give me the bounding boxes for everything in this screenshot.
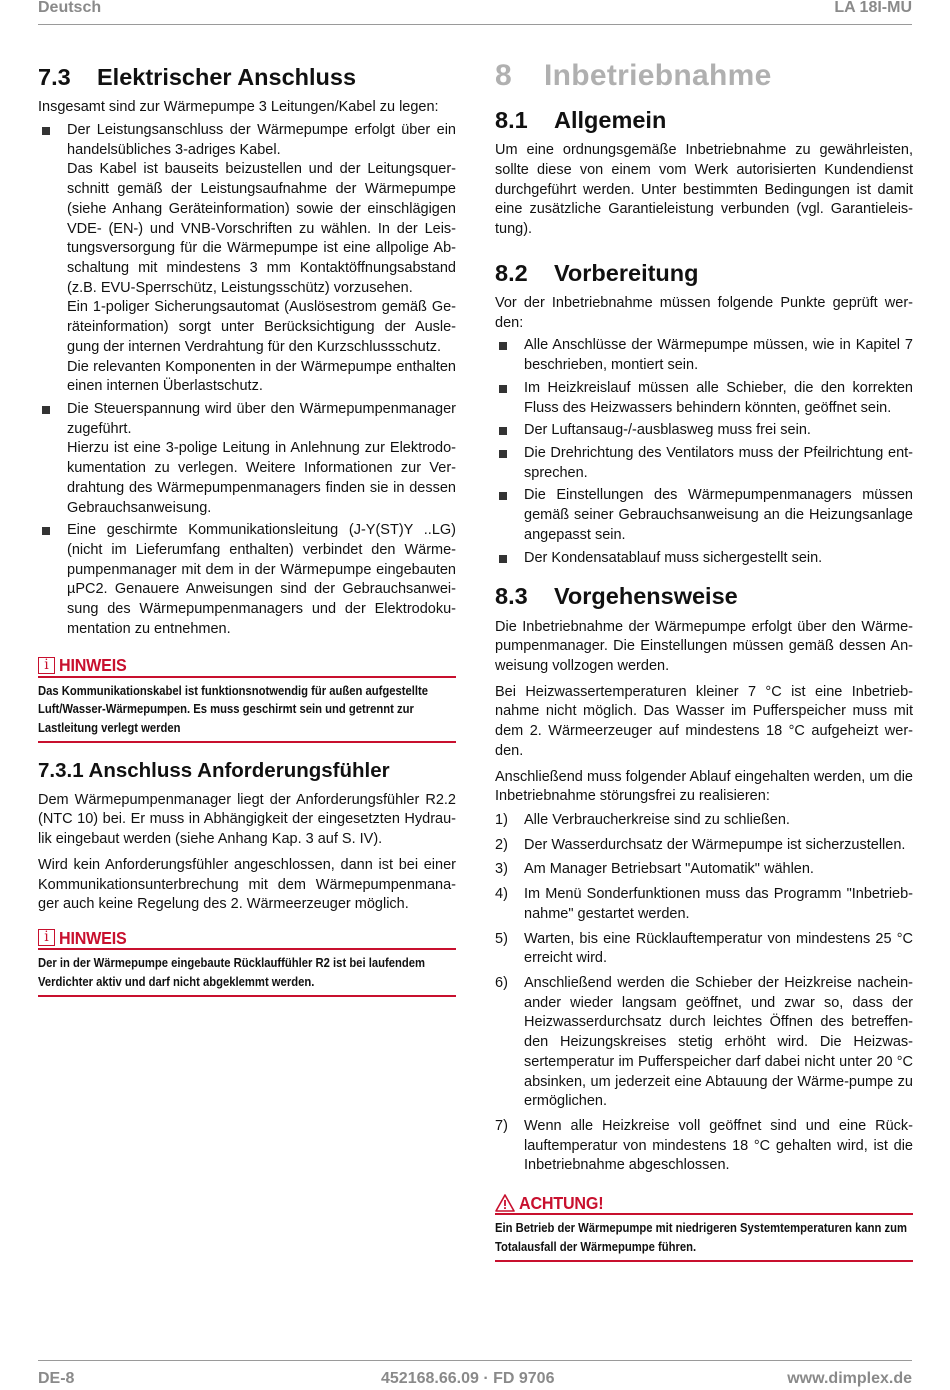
step-item [495, 885, 913, 924]
section-title: Vorgehensweise [554, 583, 738, 610]
paragraph: Der Leistungsanschluss der Wärmepumpe erfolgt über ein handelsübliches 3-adriges Kabel. [67, 121, 456, 158]
list-item-control-voltage [38, 400, 456, 518]
step-number: 3) [495, 861, 508, 878]
list-item: Der Kondensatablauf muss sichergestellt sein. [495, 549, 913, 569]
list-item-power-cable [38, 121, 456, 397]
step-text: Alle Verbraucherkreise sind zu schließen. [524, 811, 790, 828]
list-item: Der Luftansaug-/-ausblasweg muss frei sein. [495, 421, 913, 441]
section-7-3-heading [38, 63, 456, 91]
section-number: 7.3 [38, 64, 71, 90]
warning-header [495, 1194, 913, 1215]
cable-list [38, 121, 456, 640]
step-text: Der Wasserdurchsatz der Wärmepumpe ist sicherzustellen. [524, 836, 906, 853]
right-column [495, 58, 913, 1262]
notice-box-return-sensor [38, 929, 456, 997]
section-number: 8.1 [495, 107, 528, 133]
warning-title: ACHTUNG! [519, 1192, 604, 1213]
step-item [495, 1117, 913, 1176]
step-item [495, 811, 913, 831]
step-number: 2) [495, 836, 508, 853]
procedure-steps [495, 811, 913, 1176]
paragraph: Anschließend muss folgender Ablauf eingehalten werden, um die Inbetriebnahme störungsfrei zu realisieren: [495, 768, 913, 805]
chapter-8-heading [495, 58, 913, 94]
paragraph: Dem Wärmepumpenmanager liegt der Anforderungsfühler R2.2 (NTC 10) bei. Er muss in Abhängigkeit der eingesetzten Hydrau-lik eingebaut werden (siehe Anhang Kap. 3 auf S. IV). [38, 791, 456, 848]
notice-title: HINWEIS [59, 927, 127, 948]
paragraph: Wird kein Anforderungsfühler angeschlossen, dann ist bei einer Kommunikationsunterbrechung mit dem Wärmepumpenmana-ger auch keine Regelung des 2. Wärmeerzeuger möglich. [38, 856, 456, 913]
step-number: 7) [495, 1118, 508, 1135]
notice-header [38, 929, 456, 950]
step-number: 1) [495, 811, 508, 828]
notice-header [38, 657, 456, 678]
list-item-communication-cable [38, 521, 456, 639]
step-text: Warten, bis eine Rücklauftemperatur von mindestens 25 °C erreicht wird. [524, 930, 913, 967]
section-8-3-heading [495, 582, 913, 610]
section-number: 8.3 [495, 583, 528, 610]
preparation-list [495, 336, 913, 568]
paragraph: Hierzu ist eine 3-polige Leitung in Anlehnung zur Elektrodo-kumentation zu verlegen. Weitere Informationen zur Ver-drahtung des Wärmepumpenmanagers finden sie in dessen Gebrauchsanweisung. [67, 440, 456, 516]
chapter-number: 8 [495, 59, 512, 92]
section-7-3-1-heading: 7.3.1 Anschluss Anforderungsfühler [38, 759, 390, 783]
step-text: Im Menü Sonderfunktionen muss das Programm "Inbetrieb-nahme" gestartet werden. [524, 886, 913, 922]
step-text: Wenn alle Heizkreise voll geöffnet sind und eine Rück-lauftemperatur von mindestens 18 °C gehalten wird, ist die Inbetriebnahme abgeschlossen. [524, 1118, 913, 1174]
info-icon: i [38, 657, 55, 674]
list-item: Alle Anschlüsse der Wärmepumpe müssen, wie in Kapitel 7 beschrieben, montiert sein. [495, 336, 913, 375]
step-number: 5) [495, 930, 508, 947]
paragraph: Vor der Inbetriebnahme müssen folgende Punkte geprüft wer-den: [495, 294, 913, 331]
left-column [38, 58, 456, 997]
list-item: Im Heizkreislauf müssen alle Schieber, die den korrekten Fluss des Heizwassers behindern könnten, geöffnet sein. [495, 379, 913, 418]
step-number: 4) [495, 886, 508, 903]
paragraph: Die Inbetriebnahme der Wärmepumpe erfolgt über den Wärme-pumpenmanager. Die Einstellungen müssen gemäß dessen An-weisung vollzogen werden. [495, 618, 913, 674]
section-title: Elektrischer Anschluss [97, 64, 357, 90]
chapter-title: Inbetriebnahme [544, 59, 772, 92]
paragraph: Bei Heizwassertemperaturen kleiner 7 °C ist eine Inbetrieb-nahme nicht möglich. Das Wasser im Pufferspeicher muss mit dem 2. Wärmeerzeuger auf mindestens 18 °C aufgeheizt wer-den. [495, 683, 913, 759]
paragraph: Die relevanten Komponenten in der Wärmepumpe enthalten einen internen Überlastschutz. [67, 358, 456, 395]
notice-box-communication-cable [38, 657, 456, 744]
header-divider [38, 24, 912, 25]
section-title: Allgemein [554, 107, 667, 133]
footer-website-link[interactable]: www.dimplex.de [787, 1370, 912, 1387]
footer-page-number: DE-8 [38, 1370, 75, 1387]
step-text: Am Manager Betriebsart "Automatik" wählen. [524, 861, 814, 878]
footer-document-number: 452168.66.09 · FD 9706 [381, 1370, 555, 1387]
footer-divider [38, 1360, 912, 1361]
paragraph: Das Kabel ist bauseits beizustellen und der Leitungsquer-schnitt gemäß der Leistungsaufnahme der Wärmepumpe (siehe Anhang Geräteinformation) sowie der einschlägigen VDE- (EN-) und VNB-Vorschriften zu wählen. In der Leis-tungsversorgung für die Wärmepumpe ist eine allpolige Ab-schaltung mit mindestens 3 mm Kontaktöffnungsabstand (z.B. EVU-Sperrschütz, Leistungsschütz) vorzusehen. [67, 161, 456, 296]
section-8-1-heading [495, 106, 913, 134]
info-icon: i [38, 929, 55, 946]
paragraph: Ein 1-poliger Sicherungsautomat (Auslösestrom gemäß Ge-räteinformation) sorgt unter Berücksichtigung der Ausle-gung der internen Verdrahtung für den Kurzschlussschutz. [67, 299, 456, 355]
header-model: LA 18I-MU [834, 0, 912, 16]
warning-triangle-icon [495, 1194, 515, 1212]
step-item [495, 860, 913, 880]
paragraph: Die Steuerspannung wird über den Wärmepumpenmanager zugeführt. [67, 400, 456, 437]
section-number: 8.2 [495, 259, 528, 286]
notice-text: Der in der Wärmepumpe eingebaute Rücklauffühler R2 ist bei laufendem Verdichter aktiv und darf nicht abgeklemmt werden. [38, 956, 425, 989]
warning-box [495, 1194, 913, 1262]
list-item: Die Einstellungen des Wärmepumpenmanagers müssen gemäß seiner Gebrauchsanweisung an die Heizungsanlage angepasst sein. [495, 486, 913, 545]
step-item [495, 974, 913, 1112]
section-7-3-intro: Insgesamt sind zur Wärmepumpe 3 Leitungen/Kabel zu legen: [38, 99, 439, 116]
section-8-2-heading [495, 259, 913, 287]
paragraph: Um eine ordnungsgemäße Inbetriebnahme zu gewährleisten, sollte diese von einem vom Werk autorisierten Kundendienst durchgeführt werden. Unter bestimmten Bedingungen ist damit eine zusätzliche Garantieleistung verbunden (vgl. Garantieleis-tung). [495, 142, 913, 238]
step-text: Anschließend werden die Schieber der Heizkreise nachein-ander wieder langsam geöffnet, und zwar so, dass der Heizwasserdurchsatz durch leichtes Öffnen des betreffen-den Heizungskreises stetig erhöht wird. Die Heizwas-sertemperatur im Pufferspeicher darf dabei nicht unter 20 °C absinken, um jederzeit eine Abtauung der Wärme-pumpe zu ermöglichen. [524, 975, 913, 1110]
notice-text: Das Kommunikationskabel ist funktionsnotwendig für außen aufgestellte Luft/Wasser-Wärmepumpen. Es muss geschirmt sein und getrennt zur Lastleitung verlegt werden [38, 683, 429, 735]
warning-text: Ein Betrieb der Wärmepumpe mit niedrigeren Systemtemperaturen kann zum Totalausfall der Wärmepumpe führen. [495, 1221, 907, 1254]
header-language: Deutsch [38, 0, 102, 16]
step-number: 6) [495, 975, 508, 991]
list-item: Die Drehrichtung des Ventilators muss der Pfeilrichtung ent-sprechen. [495, 444, 913, 483]
paragraph: Eine geschirmte Kommunikationsleitung (J-Y(ST)Y ..LG) (nicht im Lieferumfang enthalten) verbindet den Wärme-pumpenmanager mit dem in der Wärmepumpe eingebauten µPC2. Genauere Anweisungen sind der Gebrauchsanwei-sung des Wärmepumpenmanagers und der Elektrodoku-mentation zu entnehmen. [67, 522, 456, 637]
notice-title: HINWEIS [59, 655, 127, 676]
step-item [495, 836, 913, 856]
section-title: Vorbereitung [554, 259, 699, 286]
step-item [495, 930, 913, 969]
